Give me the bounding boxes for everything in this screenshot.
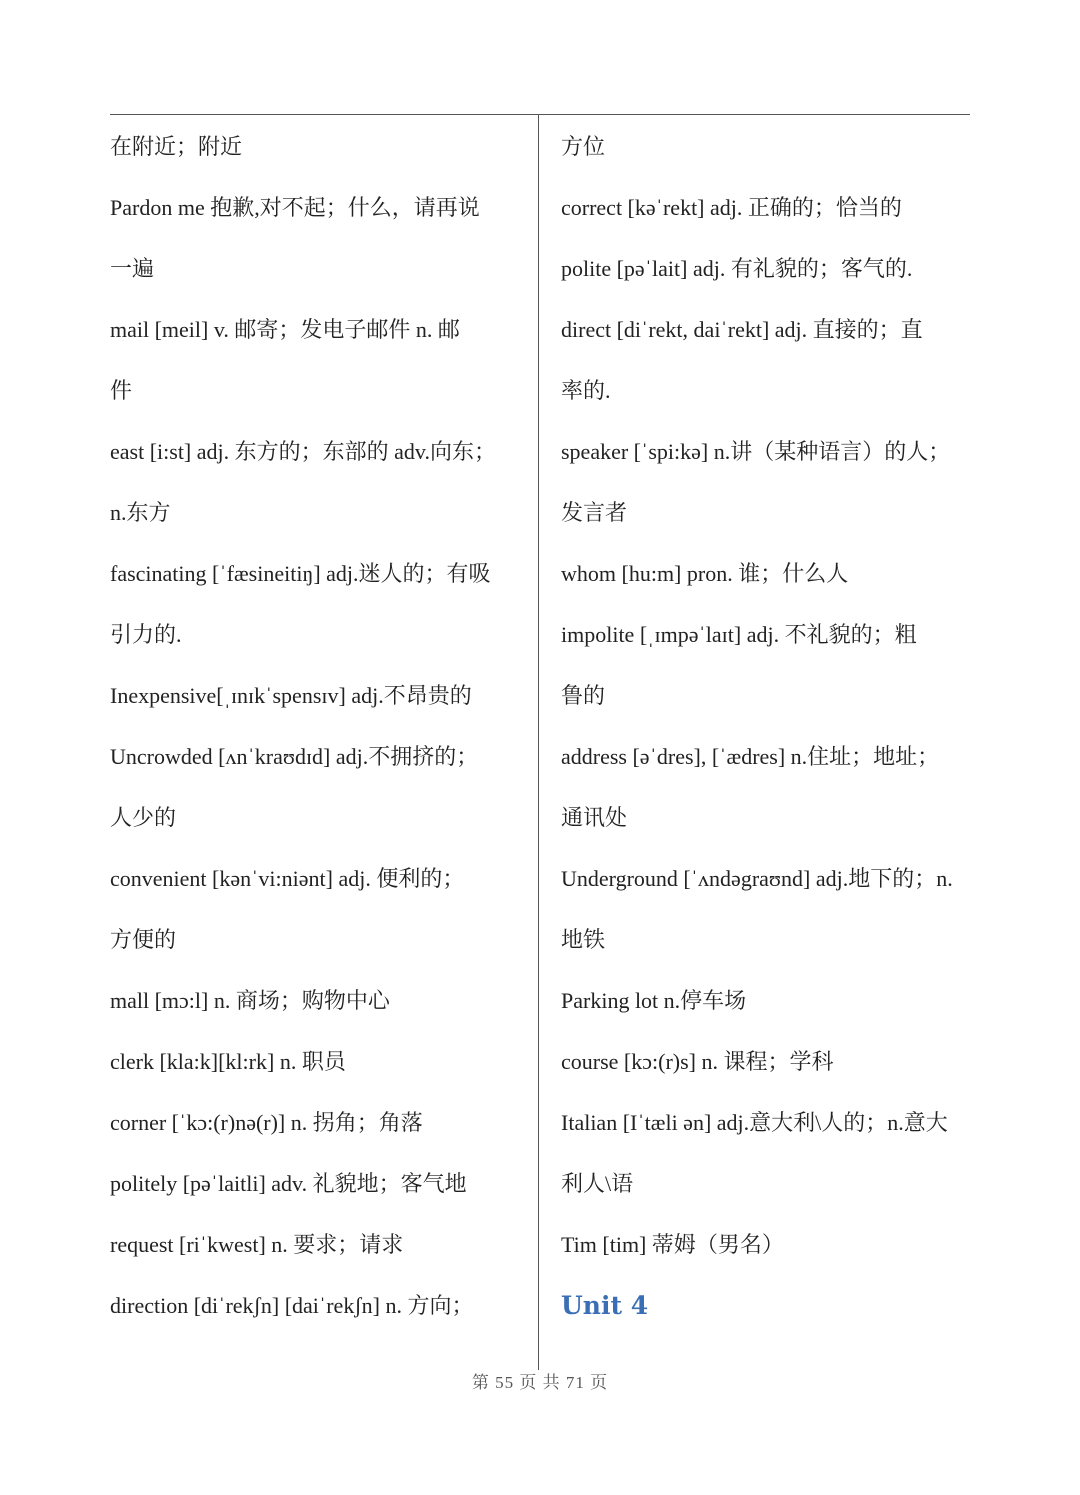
vocab-column-left xyxy=(110,116,525,1336)
vocab-line: mall [mɔ:l] n. 商场；购物中心 xyxy=(110,988,390,1013)
vocab-line: n.东方 xyxy=(110,500,171,525)
vocab-line: 方位 xyxy=(561,134,606,159)
vocab-line: mail [meil] v. 邮寄；发电子邮件 n. 邮 xyxy=(110,317,460,342)
vocab-line: Italian [Iˈtæli ən] adj.意大利\人的；n.意大 xyxy=(561,1110,948,1135)
vocab-column-right xyxy=(561,116,971,1336)
vocab-line: 件 xyxy=(110,378,133,403)
vocab-line: whom [hu:m] pron. 谁；什么人 xyxy=(561,561,849,586)
vocab-line: Inexpensive[ˌɪnɪkˈspensɪv] adj.不昂贵的 xyxy=(110,683,472,708)
unit-heading: Unit 4 xyxy=(561,1291,649,1320)
vocab-line: Pardon me 抱歉,对不起；什么，请再说 xyxy=(110,195,480,220)
vocab-line: 人少的 xyxy=(110,805,177,830)
vocab-line: 率的. xyxy=(561,378,611,403)
vocab-line: Uncrowded [ʌnˈkraʊdɪd] adj.不拥挤的； xyxy=(110,744,479,769)
vocab-line: impolite [ˌɪmpəˈlaɪt] adj. 不礼貌的；粗 xyxy=(561,622,917,647)
vocab-line: 引力的. xyxy=(110,622,182,647)
vocab-line: course [kɔ:(r)s] n. 课程；学科 xyxy=(561,1049,834,1074)
vocab-line: 在附近；附近 xyxy=(110,134,243,159)
vocab-line: direct [diˈrekt, daiˈrekt] adj. 直接的；直 xyxy=(561,317,923,342)
vocab-line: east [i:st] adj. 东方的；东部的 adv.向东； xyxy=(110,439,496,464)
vocab-line: 方便的 xyxy=(110,927,177,952)
vocab-line: speaker [ˈspi:kə] n.讲（某种语言）的人； xyxy=(561,439,951,464)
vocab-line: 地铁 xyxy=(561,927,606,952)
vocab-line: clerk [kla:k][kl:rk] n. 职员 xyxy=(110,1049,346,1074)
vocab-line: 利人\语 xyxy=(561,1171,634,1196)
vocab-line: Tim [tim] 蒂姆（男名） xyxy=(561,1232,784,1257)
vocab-line: correct [kəˈrekt] adj. 正确的；恰当的 xyxy=(561,195,902,220)
vocab-line: convenient [kənˈvi:niənt] adj. 便利的； xyxy=(110,866,465,891)
vocab-line: Underground [ˈʌndəgraʊnd] adj.地下的；n. xyxy=(561,866,953,891)
vocab-line: 鲁的 xyxy=(561,683,606,708)
vocab-line: request [riˈkwest] n. 要求；请求 xyxy=(110,1232,404,1257)
vocab-line: corner [ˈkɔ:(r)nə(r)] n. 拐角；角落 xyxy=(110,1110,423,1135)
vocab-line: direction [diˈrekʃn] [daiˈrekʃn] n. 方向； xyxy=(110,1293,474,1318)
top-rule xyxy=(110,114,970,115)
vocab-line: fascinating [ˈfæsineitiŋ] adj.迷人的；有吸 xyxy=(110,561,491,586)
vocab-line: address [əˈdres], [ˈædres] n.住址；地址； xyxy=(561,744,940,769)
page-footer: 第 55 页 共 71 页 xyxy=(471,1373,609,1392)
vocab-line: 一遍 xyxy=(110,256,155,281)
vocab-line: Parking lot n.停车场 xyxy=(561,988,747,1013)
vocab-line: politely [pəˈlaitli] adv. 礼貌地；客气地 xyxy=(110,1171,467,1196)
vocab-line: polite [pəˈlait] adj. 有礼貌的；客气的. xyxy=(561,256,913,281)
column-divider xyxy=(538,114,539,1370)
vocab-line: 发言者 xyxy=(561,500,628,525)
vocab-line: 通讯处 xyxy=(561,805,628,830)
